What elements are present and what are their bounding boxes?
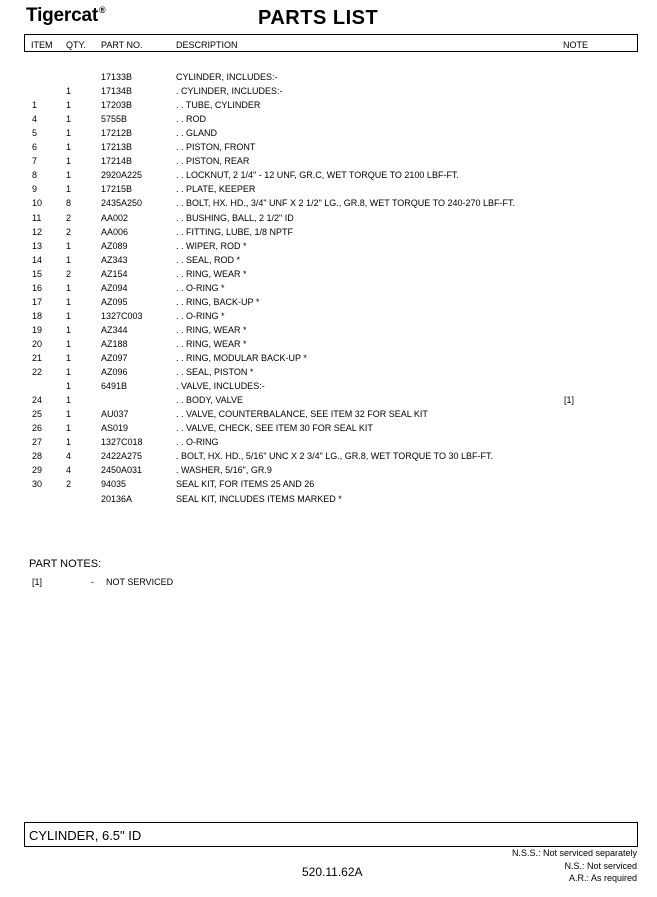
row-description: . . TUBE, CYLINDER [176, 100, 261, 111]
row-item-number: 12 [32, 226, 43, 237]
row-item-number: 19 [32, 324, 43, 335]
row-quantity: 1 [66, 324, 72, 335]
row-part-number: AZ095 [101, 296, 128, 307]
legend-ar: A.R.: As required [568, 873, 637, 883]
table-row [0, 255, 657, 269]
row-quantity: 1 [66, 156, 72, 167]
row-description: . . SEAL, ROD * [176, 254, 241, 265]
row-item-number: 14 [32, 254, 43, 265]
row-item-number: 21 [32, 353, 43, 363]
table-row [0, 184, 657, 198]
row-item-number: 6 [32, 142, 38, 153]
table-row [0, 72, 657, 86]
row-part-number: 6491B [101, 381, 128, 392]
row-part-number: 17213B [101, 142, 133, 153]
table-row [0, 395, 657, 409]
row-item-number: 10 [32, 198, 43, 209]
table-row [0, 227, 657, 241]
row-item-number: 13 [32, 240, 43, 251]
row-description: . . RING, WEAR * [176, 324, 247, 335]
table-row [0, 100, 657, 114]
row-part-number: 1327C018 [101, 437, 143, 448]
row-item-number: 20 [32, 338, 43, 349]
row-quantity: 1 [66, 395, 72, 406]
row-part-number: AZ096 [101, 367, 128, 378]
row-item-number: 15 [32, 268, 43, 279]
row-description: . . ROD [176, 114, 207, 125]
row-quantity: 2 [66, 212, 72, 223]
part-note-ref: [1] [32, 577, 43, 587]
header-description: DESCRIPTION [176, 40, 238, 50]
row-description: . . SEAL, PISTON * [176, 367, 254, 378]
table-row [0, 451, 657, 465]
row-part-number: AZ089 [101, 240, 128, 251]
row-item-number: 18 [32, 310, 43, 321]
page-title: PARTS LIST [258, 7, 379, 29]
table-row [0, 409, 657, 423]
table-row [0, 114, 657, 128]
table-row [0, 311, 657, 325]
row-quantity: 1 [66, 100, 72, 111]
row-quantity: 1 [66, 184, 72, 195]
row-part-number: AZ188 [101, 338, 128, 349]
row-description: . . PLATE, KEEPER [176, 184, 256, 195]
row-part-number: 2920A225 [101, 170, 143, 181]
row-quantity: 1 [66, 423, 72, 434]
row-part-number: AA002 [101, 212, 129, 223]
header-part-no: PART NO. [101, 40, 143, 50]
assembly-title-box [24, 822, 638, 847]
row-description: . VALVE, INCLUDES:- [176, 381, 265, 392]
row-quantity: 1 [66, 282, 72, 293]
row-part-number: 17215B [101, 184, 133, 195]
row-part-number: 17212B [101, 128, 133, 139]
row-description: . . O-RING * [176, 310, 225, 321]
row-quantity: 2 [66, 226, 72, 237]
table-row [0, 156, 657, 170]
table-row [0, 381, 657, 395]
row-description: . . PISTON, FRONT [176, 142, 256, 153]
row-quantity: 1 [66, 142, 72, 153]
row-part-number: 17134B [101, 86, 133, 97]
table-row [0, 213, 657, 227]
row-description: . . GLAND [176, 128, 218, 139]
row-description: SEAL KIT, INCLUDES ITEMS MARKED * [176, 493, 342, 504]
row-description: . . VALVE, CHECK, SEE ITEM 30 FOR SEAL KIT [176, 423, 373, 434]
row-quantity: 1 [66, 353, 72, 363]
table-row [0, 269, 657, 283]
row-description: . . O-RING [176, 437, 219, 448]
row-item-number: 26 [32, 423, 43, 434]
row-quantity: 1 [66, 170, 72, 181]
row-part-number: 2450A031 [101, 465, 143, 476]
row-description: . . O-RING * [176, 282, 225, 293]
row-description: . . RING, WEAR * [176, 268, 247, 279]
row-description: . . PISTON, REAR [176, 156, 250, 167]
row-item-number: 17 [32, 296, 43, 307]
row-part-number: 17203B [101, 100, 133, 111]
row-description: . . WIPER, ROD * [176, 240, 247, 251]
row-part-number: AZ097 [101, 353, 128, 363]
row-quantity: 1 [66, 114, 72, 125]
row-item-number: 4 [32, 114, 38, 125]
table-row [0, 170, 657, 184]
row-quantity: 1 [66, 296, 72, 307]
row-item-number: 7 [32, 156, 38, 167]
table-row [0, 241, 657, 255]
row-part-number: 1327C003 [101, 310, 143, 321]
part-note-dash: - [91, 577, 94, 587]
table-row [0, 353, 657, 367]
row-part-number: AZ343 [101, 254, 128, 265]
table-header [24, 34, 638, 52]
row-part-number: AA006 [101, 226, 129, 237]
table-row [0, 128, 657, 142]
row-description: SEAL KIT, FOR ITEMS 25 AND 26 [176, 479, 315, 490]
legend-ns: N.S.: Not serviced [564, 861, 637, 871]
row-item-number: 1 [32, 100, 38, 111]
table-row [0, 423, 657, 437]
table-row [0, 465, 657, 479]
row-part-number: AS019 [101, 423, 129, 434]
brand-logo [26, 5, 105, 27]
row-description: . . BUSHING, BALL, 2 1/2" ID [176, 212, 294, 223]
registered-mark: ® [98, 5, 106, 15]
table-row [0, 325, 657, 339]
row-description: . . BOLT, HX. HD., 3/4" UNF X 2 1/2" LG., GR.8, WET TORQUE TO 240-270 LBF-FT. [176, 198, 515, 209]
row-quantity: 1 [66, 254, 72, 265]
table-row [0, 297, 657, 311]
row-part-number: 17133B [101, 72, 133, 82]
row-part-number: AZ094 [101, 282, 128, 293]
row-description: . . BODY, VALVE [176, 395, 244, 406]
row-quantity: 1 [66, 409, 72, 420]
row-description: . . RING, WEAR * [176, 338, 247, 349]
part-notes-heading: PART NOTES: [29, 558, 102, 570]
row-item-number: 27 [32, 437, 43, 448]
row-item-number: 9 [32, 184, 38, 195]
row-quantity: 1 [66, 367, 72, 378]
table-row [0, 479, 657, 493]
row-description: . CYLINDER, INCLUDES:- [176, 86, 283, 97]
row-quantity: 1 [66, 240, 72, 251]
table-row [0, 86, 657, 100]
header-qty: QTY. [66, 40, 86, 50]
row-description: . . RING, BACK-UP * [176, 296, 260, 307]
row-part-number: 2435A250 [101, 198, 143, 209]
row-item-number: 22 [32, 367, 43, 378]
row-description: . WASHER, 5/16", GR.9 [176, 465, 272, 476]
document-number: 520.11.62A [302, 865, 363, 879]
row-quantity: 8 [66, 198, 72, 209]
row-part-number: 5755B [101, 114, 128, 125]
row-description: . . VALVE, COUNTERBALANCE, SEE ITEM 32 FOR SEAL KIT [176, 409, 428, 420]
row-description: CYLINDER, INCLUDES:- [176, 72, 278, 82]
row-part-number: 17214B [101, 156, 133, 167]
row-item-number: 28 [32, 451, 43, 462]
row-quantity: 1 [66, 86, 72, 97]
table-row [0, 283, 657, 297]
row-item-number: 8 [32, 170, 38, 181]
table-row [0, 494, 657, 508]
table-row [0, 198, 657, 212]
row-quantity: 1 [66, 381, 72, 392]
legend-nss: N.S.S.: Not serviced separately [511, 848, 637, 858]
row-item-number: 5 [32, 128, 38, 139]
row-description: . . LOCKNUT, 2 1/4" - 12 UNF, GR.C, WET TORQUE TO 2100 LBF-FT. [176, 170, 459, 181]
row-part-number: 94035 [101, 479, 127, 490]
row-note: [1] [564, 395, 575, 406]
row-part-number: 20136A [101, 493, 133, 504]
row-description: . . RING, MODULAR BACK-UP * [176, 353, 307, 363]
row-quantity: 4 [66, 465, 72, 476]
table-row [0, 339, 657, 353]
row-part-number: AU037 [101, 409, 129, 420]
row-quantity: 1 [66, 128, 72, 139]
header-item: ITEM [31, 40, 53, 50]
row-item-number: 16 [32, 282, 43, 293]
table-row [0, 142, 657, 156]
table-row [0, 437, 657, 451]
row-part-number: 2422A275 [101, 451, 143, 462]
row-part-number: AZ154 [101, 268, 128, 279]
row-quantity: 1 [66, 338, 72, 349]
row-item-number: 24 [32, 395, 43, 406]
table-row [0, 367, 657, 381]
row-item-number: 30 [32, 479, 43, 490]
row-item-number: 11 [32, 212, 42, 223]
row-quantity: 4 [66, 451, 72, 462]
brand-name: Tigercat [26, 5, 98, 26]
row-quantity: 2 [66, 268, 72, 279]
assembly-title: CYLINDER, 6.5" ID [29, 828, 142, 843]
row-item-number: 25 [32, 409, 43, 420]
row-item-number: 29 [32, 465, 43, 476]
part-note-text: NOT SERVICED [106, 577, 174, 587]
row-description: . . FITTING, LUBE, 1/8 NPTF [176, 226, 294, 237]
row-quantity: 1 [66, 310, 72, 321]
row-quantity: 1 [66, 437, 72, 448]
row-quantity: 2 [66, 479, 72, 490]
row-description: . BOLT, HX. HD., 5/16" UNC X 2 3/4" LG., GR.8, WET TORQUE TO 30 LBF-FT. [176, 451, 493, 462]
row-part-number: AZ344 [101, 324, 128, 335]
header-note: NOTE [563, 40, 589, 50]
